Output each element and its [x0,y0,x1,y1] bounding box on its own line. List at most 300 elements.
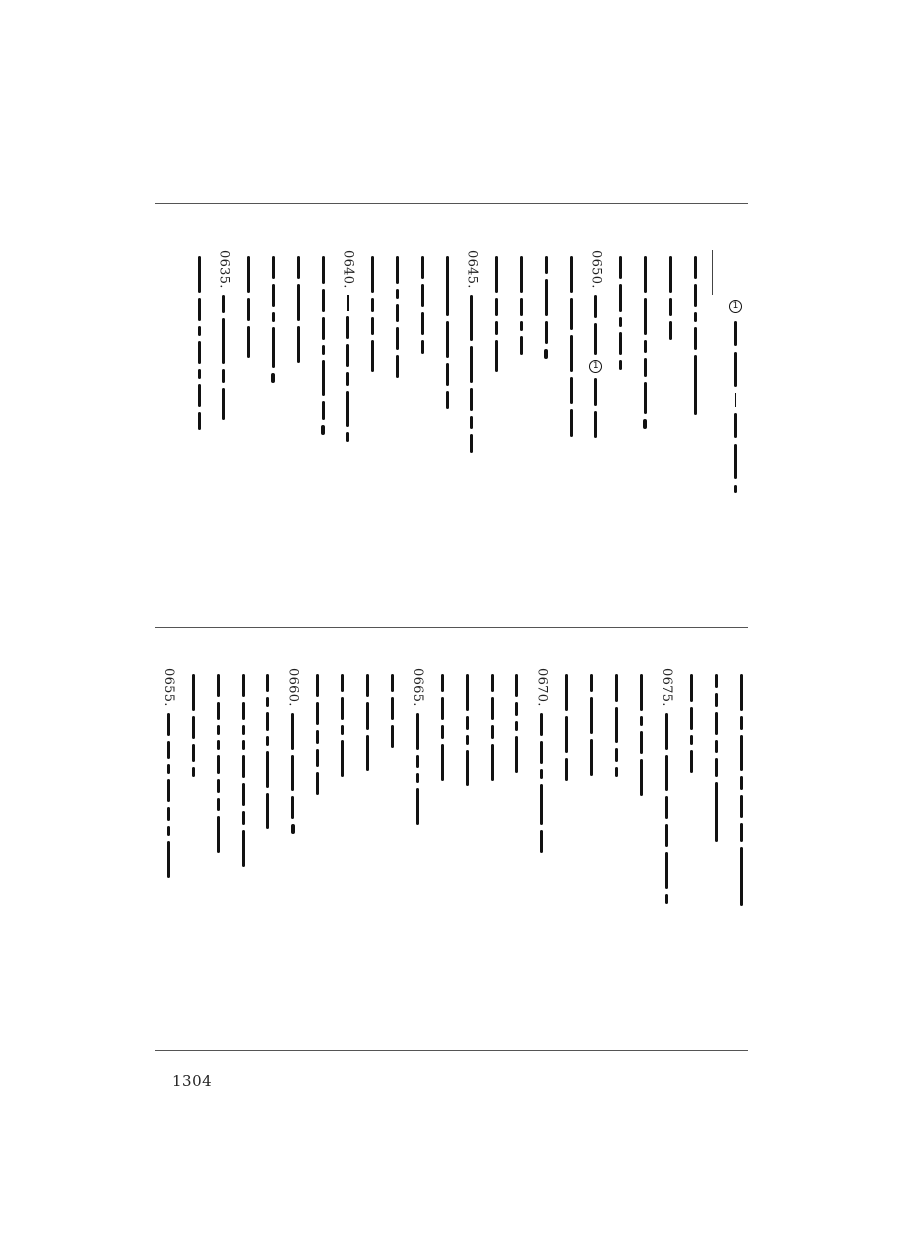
word-glyph [322,289,325,312]
word-glyph [491,674,494,692]
word-glyph [346,372,349,386]
column-text [366,256,380,372]
text-column [385,668,399,748]
column-text [610,674,624,777]
word-glyph [341,740,344,777]
word-glyph [346,391,349,428]
word-glyph [734,413,737,438]
text-column [460,668,474,786]
word-glyph [565,716,568,753]
word-glyph [272,256,275,279]
word-glyph [247,326,250,358]
word-glyph [446,321,449,358]
word-glyph [515,736,518,773]
column-text [539,256,553,359]
word-glyph [167,741,170,759]
word-glyph [291,713,294,750]
text-column [659,668,673,904]
word-glyph [242,830,245,867]
word-glyph [167,713,170,736]
word-glyph [391,674,394,692]
word-glyph [316,674,319,697]
line-number: 0645. [464,250,480,289]
word-glyph [291,796,294,819]
text-column [485,668,499,781]
column-text [560,674,574,781]
column-text [341,295,355,443]
word-glyph [665,713,668,750]
text-column [564,250,578,437]
word-glyph [396,289,399,299]
column-text [266,256,280,383]
word-glyph [366,702,369,730]
text-column [663,250,677,340]
word-glyph [470,295,473,341]
word-glyph [192,716,195,739]
word-glyph [665,894,668,904]
word-glyph [615,748,618,762]
word-glyph [640,759,643,796]
word-glyph [316,730,319,744]
text-column [585,668,599,776]
word-glyph [396,304,399,322]
column-text [410,713,424,825]
word-glyph [217,755,220,773]
text-column [286,668,300,834]
word-glyph [341,725,344,735]
word-glyph [466,750,469,787]
word-glyph [272,312,275,322]
word-glyph [594,323,597,355]
word-glyph [669,256,672,293]
word-glyph [371,340,374,372]
word-glyph [715,674,718,688]
word-glyph [545,279,548,316]
word-glyph [266,736,269,746]
column-text [638,256,652,429]
text-column [709,668,723,842]
word-glyph [665,755,668,792]
word-glyph [266,793,269,830]
word-glyph [740,795,743,818]
text-column [410,668,424,825]
text-column [415,250,429,354]
word-glyph [565,674,568,711]
word-glyph [446,256,449,316]
text-column [211,668,225,853]
word-glyph [690,735,693,745]
column-text [415,256,429,354]
column-text [510,674,524,773]
line-number: 0635. [216,250,232,289]
word-glyph [192,744,195,762]
word-glyph [619,360,622,370]
word-glyph [734,352,737,387]
text-column [266,250,280,383]
word-glyph [565,758,568,781]
word-glyph [640,674,643,711]
text-column [390,250,404,378]
word-glyph [198,412,201,430]
text-column [291,250,305,363]
word-glyph [740,823,743,841]
column-text [485,674,499,781]
line-number: 0655. [160,668,176,707]
word-glyph [316,772,319,795]
word-glyph [198,341,201,364]
top-rule [155,203,748,204]
footnote-marker: 1 [589,360,602,373]
page-number: 1304 [172,1072,213,1090]
word-glyph [734,321,737,346]
word-glyph [715,758,718,776]
word-glyph [715,740,718,754]
line-number: 0675. [658,668,674,707]
line-number: 0670. [534,668,550,707]
text-column [684,668,698,773]
word-glyph [669,321,672,339]
word-glyph [321,425,325,435]
word-glyph [242,755,245,778]
word-glyph [619,256,622,279]
text-column [336,668,350,777]
word-glyph [192,674,195,711]
word-glyph [644,358,647,376]
word-glyph [740,735,743,772]
word-glyph [316,702,319,725]
word-glyph [322,256,325,284]
word-glyph [694,284,697,307]
column-text [440,256,454,409]
word-glyph [416,755,419,769]
text-column [490,250,504,372]
word-glyph [619,284,622,312]
word-glyph [391,697,394,720]
word-glyph [198,384,201,407]
word-glyph [217,798,220,812]
word-glyph [167,779,170,802]
text-column [638,250,652,429]
word-glyph [371,256,374,293]
word-glyph [441,674,444,692]
column-text [286,713,300,835]
text-column [614,250,628,370]
word-glyph [515,721,518,731]
column-text [688,256,702,415]
word-glyph [520,321,523,331]
text-column [242,250,256,358]
word-glyph [198,256,201,293]
word-glyph [594,295,597,318]
word-glyph [590,697,593,734]
text-column [465,250,479,453]
word-glyph [272,284,275,307]
text-column [589,250,603,438]
word-glyph [594,411,597,439]
word-glyph [665,852,668,889]
word-glyph [466,716,469,730]
word-glyph [644,256,647,293]
word-glyph [694,355,697,415]
word-glyph [322,345,325,355]
word-glyph [167,807,170,821]
word-glyph [694,327,697,350]
line-number: 0660. [285,668,301,707]
word-glyph [694,256,697,279]
word-glyph [590,739,593,776]
column-text [465,295,479,453]
word-glyph [570,298,573,330]
text-column [361,668,375,771]
word-glyph [495,340,498,372]
word-glyph [167,764,170,774]
word-glyph [515,674,518,697]
word-glyph [322,360,325,397]
middle-rule [155,627,748,628]
word-glyph [247,298,250,321]
word-glyph [271,373,275,383]
word-glyph [242,725,245,735]
text-column [610,668,624,777]
column-text [361,674,375,771]
word-glyph [644,340,647,354]
text-column [217,250,231,420]
column-text [385,674,399,748]
column-text [161,713,175,878]
word-glyph [421,312,424,335]
column-text [186,674,200,777]
word-glyph [615,767,618,777]
word-glyph [520,298,523,316]
text-column [688,250,702,415]
text-column [539,250,553,359]
word-glyph [341,697,344,720]
word-glyph [570,409,573,437]
word-glyph [540,784,543,825]
word-glyph [470,434,473,452]
word-glyph [669,298,672,316]
column-text [192,256,206,430]
word-glyph [515,702,518,716]
word-glyph [222,318,225,364]
word-glyph [690,750,693,773]
word-glyph [544,349,548,359]
text-column [440,250,454,409]
word-glyph [421,340,424,354]
word-glyph [217,779,220,793]
word-glyph [441,725,444,739]
word-glyph [322,317,325,340]
line-number: 0640. [340,250,356,289]
word-glyph [242,740,245,750]
column-text [589,295,603,438]
column-text [242,256,256,358]
word-glyph [740,716,743,730]
word-glyph [540,741,543,764]
text-column [261,668,275,829]
word-glyph [242,811,245,825]
column-text [211,674,225,853]
text-column [435,668,449,781]
word-glyph [198,298,201,321]
column-text [217,295,231,420]
word-glyph [396,355,399,378]
word-glyph [217,740,220,750]
word-glyph [615,707,618,744]
column-text [336,674,350,777]
word-glyph [247,256,250,293]
word-glyph [491,697,494,720]
word-glyph [466,735,469,745]
word-glyph [297,326,300,363]
word-glyph [266,674,269,692]
word-glyph [391,725,394,748]
word-glyph [540,713,543,736]
word-glyph [346,432,349,442]
word-glyph [242,674,245,697]
word-glyph [590,674,593,692]
column-text [614,256,628,370]
word-glyph [198,326,201,336]
word-glyph [470,346,473,383]
footnote-marker: 1 [729,300,742,313]
footnote-separator [712,250,713,295]
word-glyph [346,316,349,339]
word-glyph [371,298,374,312]
word-glyph [740,847,743,907]
word-glyph [217,725,220,735]
column-text [316,256,330,435]
text-column [311,668,325,795]
text-column [186,668,200,777]
word-glyph [665,796,668,819]
word-glyph [643,419,647,429]
text-column [634,668,648,796]
word-glyph [466,674,469,711]
column-text [291,256,305,363]
word-glyph [297,256,300,279]
word-glyph [740,776,743,790]
word-glyph [715,693,718,707]
word-glyph [217,702,220,720]
column-text [311,674,325,795]
word-glyph [644,298,647,335]
word-glyph [242,783,245,806]
footnote-text [734,321,737,493]
word-glyph [441,744,444,781]
word-glyph [396,327,399,350]
column-text [261,674,275,829]
word-glyph [222,369,225,383]
word-glyph [446,363,449,386]
text-column [734,668,748,906]
word-glyph [291,824,295,834]
word-glyph [322,401,325,419]
text-column [192,250,206,430]
word-glyph [266,751,269,788]
word-glyph [167,841,170,878]
word-glyph [545,321,548,344]
word-glyph [167,826,170,836]
column-text [390,256,404,378]
word-glyph [470,388,473,411]
word-glyph [740,674,743,711]
text-column [366,250,380,372]
word-glyph [316,749,319,767]
word-glyph [665,824,668,847]
word-glyph [416,713,419,750]
word-glyph [495,298,498,316]
word-glyph [297,284,300,321]
word-glyph [346,344,349,367]
dash [735,393,737,407]
word-glyph [520,336,523,354]
word-glyph [734,444,737,479]
word-glyph [540,769,543,779]
word-glyph [640,731,643,754]
word-glyph [495,256,498,293]
word-glyph [734,485,737,493]
word-glyph [495,321,498,335]
word-glyph [491,744,494,781]
word-glyph [545,256,548,274]
word-glyph [416,788,419,825]
column-text [490,256,504,372]
word-glyph [644,382,647,414]
word-glyph [366,674,369,697]
word-glyph [198,369,201,379]
column-text [585,674,599,776]
word-glyph [266,712,269,730]
column-text [663,256,677,340]
word-glyph [570,256,573,293]
column-text [734,674,748,906]
word-glyph [272,327,275,368]
column-text [460,674,474,786]
word-glyph [446,391,449,409]
word-glyph [640,716,643,726]
word-glyph [594,378,597,406]
word-glyph [421,284,424,307]
word-glyph [570,335,573,372]
text-column [316,250,330,435]
column-text [709,674,723,842]
word-glyph [520,256,523,293]
line-number: 0650. [588,250,604,289]
column-text [535,713,549,853]
word-glyph [266,697,269,707]
word-glyph [619,332,622,355]
word-glyph [715,782,718,842]
column-text [634,674,648,796]
bottom-rule [155,1050,748,1051]
column-text [684,674,698,773]
text-column [560,668,574,781]
word-glyph [570,377,573,405]
word-glyph [341,674,344,692]
word-glyph [416,773,419,783]
word-glyph [222,295,225,313]
word-glyph [491,725,494,739]
word-glyph [291,755,294,792]
dash [347,295,349,311]
word-glyph [192,767,195,777]
word-glyph [470,416,473,430]
column-text [514,256,528,355]
word-glyph [421,256,424,279]
column-text [435,674,449,781]
text-column [535,668,549,853]
